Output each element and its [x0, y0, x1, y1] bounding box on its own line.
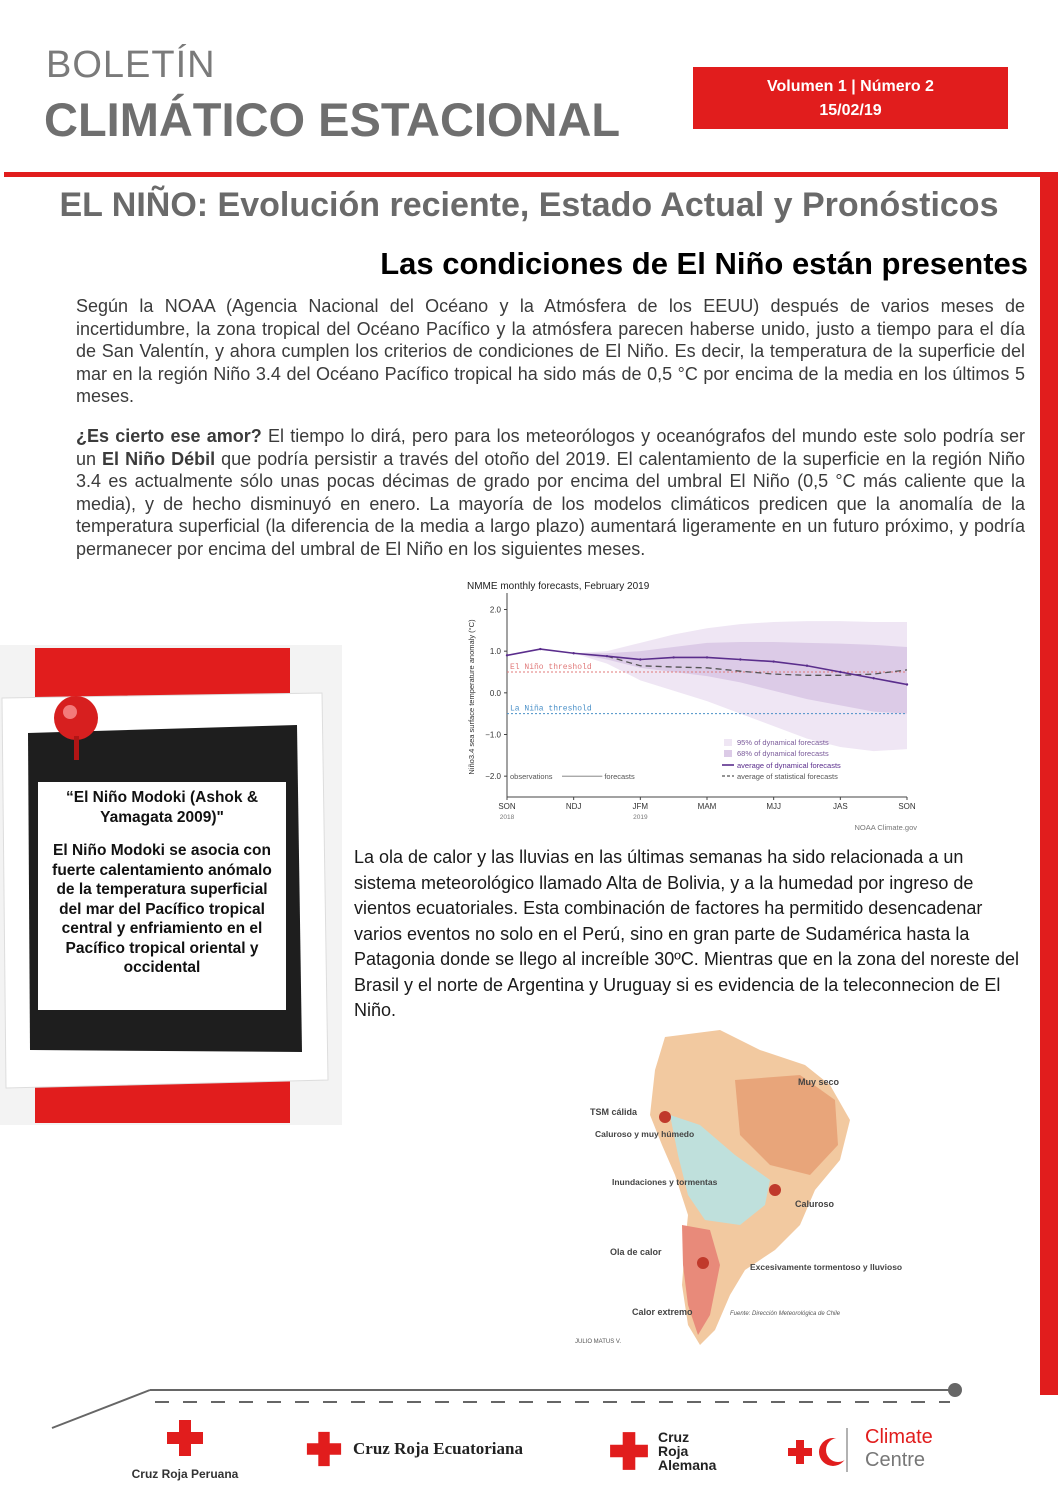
- y-tick-label: 2.0: [489, 605, 501, 615]
- dynamical-point: [706, 656, 708, 658]
- x-tick-label: SON: [898, 802, 916, 811]
- y-tick-label: −1.0: [485, 730, 501, 740]
- red-cross-icon: [305, 1430, 343, 1468]
- map-label-caluroso-humedo: Caluroso y muy húmedo: [595, 1129, 695, 1139]
- legend-swatch-68: [724, 750, 732, 757]
- legend-95: 95% of dynamical forecasts: [737, 738, 829, 747]
- paragraph-2-part2: que podría persistir a través del otoño del 2019. El calentamiento de la superficie en la región Niño 3.4 es actualmente sólo unas pocas décimas de grado por encima del umbral El Niño (0,5 °C más caliente que la media), y de hecho disminuyó en enero. La mayoría de los modelos climáticos predicen que la anomalía de la temperatura superficial (la diferencia de la media a largo plazo) aumentará ligeramente en un futuro próximo, y podría permanecer por encima del umbral de El Niño en los siguientes meses.: [76, 448, 1025, 559]
- map-label-muy-seco: Muy seco: [798, 1077, 840, 1087]
- map-label-tormentoso: Excesivamente tormentoso y lluvioso: [750, 1262, 903, 1272]
- chart-title: NMME monthly forecasts, February 2019: [467, 581, 650, 592]
- legend-68: 68% of dynamical forecasts: [737, 749, 829, 758]
- map-label-calor-extremo: Calor extremo: [632, 1307, 693, 1317]
- sun-icon: [697, 1257, 709, 1269]
- logo3-line3: Alemana: [658, 1457, 717, 1473]
- logo-climate-centre: [785, 1426, 933, 1472]
- dynamical-point: [772, 660, 774, 662]
- logo-cruz-roja-peruana: [130, 1418, 240, 1481]
- dynamical-point: [572, 652, 574, 654]
- logo3-line2: Roja: [658, 1443, 689, 1459]
- threshold-label: La Niña threshold: [510, 704, 592, 714]
- enso-forecast-chart: [462, 575, 922, 837]
- dynamical-point: [839, 671, 841, 673]
- logo-cruz-roja-alemana: [608, 1430, 716, 1472]
- paragraph-2-emphasis: El Niño Débil: [102, 448, 216, 469]
- paragraph-1: Según la NOAA (Agencia Nacional del Océano y la Atmósfera de los EEUU) después de varios meses de incertidumbre, la zona tropical del Océano Pacífico y la atmósfera parecen haberse unido, justo a tiempo para el día de San Valentín, y ahora cumplen los criterios de condiciones de El Niño. Es decir, la temperatura de la superficie del mar en la región Niño 3.4 del Océano Pacífico tropical ha sido más de 0,5 °C por encima de la media en los últimos 5 meses.: [76, 296, 1025, 406]
- x-tick-label: MJJ: [766, 802, 782, 811]
- note-body: El Niño Modoki se asocia con fuerte calentamiento anómalo de la temperatura superficial del mar del Pacífico tropical central y enfriamiento en el Pacífico tropical oriental y occidental: [52, 842, 272, 976]
- dynamical-point: [906, 683, 908, 685]
- threshold-label: El Niño threshold: [510, 663, 592, 672]
- sun-icon: [769, 1184, 781, 1196]
- dynamical-point: [872, 677, 874, 679]
- issue-number: Volumen 1 | Número 2: [767, 78, 934, 95]
- issue-date: 15/02/19: [819, 102, 882, 119]
- cross-crescent-icon: [785, 1426, 849, 1472]
- logo1-text: Cruz Roja Peruana: [131, 1467, 239, 1481]
- red-cross-icon: [165, 1418, 205, 1458]
- legend-dyn: average of dynamical forecasts: [737, 761, 841, 770]
- section-title: EL NIÑO: Evolución reciente, Estado Actual y Pronósticos: [59, 186, 999, 224]
- dynamical-point: [739, 658, 741, 660]
- map-label-inundaciones: Inundaciones y tormentas: [612, 1177, 718, 1187]
- side-bar: [1040, 177, 1058, 1395]
- y-tick-label: 1.0: [489, 647, 501, 657]
- x-tick-label: NDJ: [565, 802, 582, 811]
- header-divider: [4, 172, 1058, 177]
- forecasts-label: forecasts: [604, 772, 635, 782]
- push-pin-icon: [54, 696, 98, 740]
- legend-stat: average of statistical forecasts: [737, 772, 838, 781]
- paragraph-3: La ola de calor y las lluvias en las últimas semanas ha sido relacionada a un sistema meteorológico llamado Alta de Bolivia, y a la humedad por ingreso de vientos ecuatoriales. Esta combinación de factores ha permitido desencadenar varios eventos no solo en el Perú, sino en gran parte de Sudamérica hasta la Patagonia donde se llego al increíble 30ºC. Mientras que en la zona del noreste del Brasil y el norte de Argentina y Uruguay si es evidencia de la teleconnecion de El Niño.: [354, 847, 1020, 1020]
- x-tick-label: SON: [498, 802, 516, 811]
- y-tick-label: −2.0: [485, 772, 501, 782]
- dynamical-point: [806, 665, 808, 667]
- map-source: Fuente: Dirección Meteorológica de Chile: [730, 1311, 841, 1317]
- brand-line-1: BOLETÍN: [46, 44, 216, 86]
- x-tick-label: JFM: [632, 802, 649, 811]
- logo3-line1: Cruz: [658, 1429, 690, 1445]
- map-label-ola-calor: Ola de calor: [610, 1247, 662, 1257]
- map-author: JULIO MATUS V.: [575, 1339, 622, 1345]
- note-card: [44, 788, 280, 978]
- dynamical-point: [506, 654, 508, 656]
- y-tick-label: 0.0: [489, 688, 501, 698]
- logo4-line1: Climate: [865, 1426, 933, 1448]
- x-tick-label: JAS: [832, 802, 848, 811]
- y-axis-label: Niño3.4 sea surface temperature anomaly (°C): [467, 619, 476, 775]
- x-year-label: 2019: [633, 814, 648, 821]
- map-label-tsm: TSM cálida: [590, 1107, 638, 1117]
- dynamical-point: [672, 656, 674, 658]
- observations-label: observations: [510, 772, 553, 782]
- logo-cruz-roja-ecuatoriana: [305, 1430, 523, 1468]
- dynamical-point: [639, 658, 641, 660]
- note-title: “El Niño Modoki (Ashok & Yamagata 2009)": [65, 789, 259, 826]
- x-tick-label: MAM: [697, 802, 717, 811]
- south-america-impact-map: [570, 1025, 903, 1350]
- dynamical-point: [539, 648, 541, 650]
- map-label-caluroso: Caluroso: [795, 1199, 835, 1209]
- paragraph-2-part1: El tiempo lo dirá, pero para los meteorólogos y oceanógrafos del mundo este solo podría ser un: [76, 426, 1025, 469]
- legend-swatch-95: [724, 739, 732, 746]
- brand-line-2: CLIMÁTICO ESTACIONAL: [44, 93, 621, 146]
- chart-source: NOAA Climate.gov: [854, 823, 917, 832]
- headline: Las condiciones de El Niño están presentes: [380, 246, 1028, 281]
- paragraph-2: [76, 425, 1025, 560]
- logo2-text: Cruz Roja Ecuatoriana: [353, 1439, 523, 1458]
- sun-icon: [659, 1111, 671, 1123]
- x-year-label: 2018: [499, 814, 515, 821]
- logo4-line2: Centre: [865, 1449, 926, 1471]
- red-cross-icon: [608, 1430, 650, 1472]
- dynamical-point: [606, 655, 608, 657]
- paragraph-2-lead: ¿Es cierto ese amor?: [76, 426, 262, 446]
- issue-badge: [693, 67, 1008, 129]
